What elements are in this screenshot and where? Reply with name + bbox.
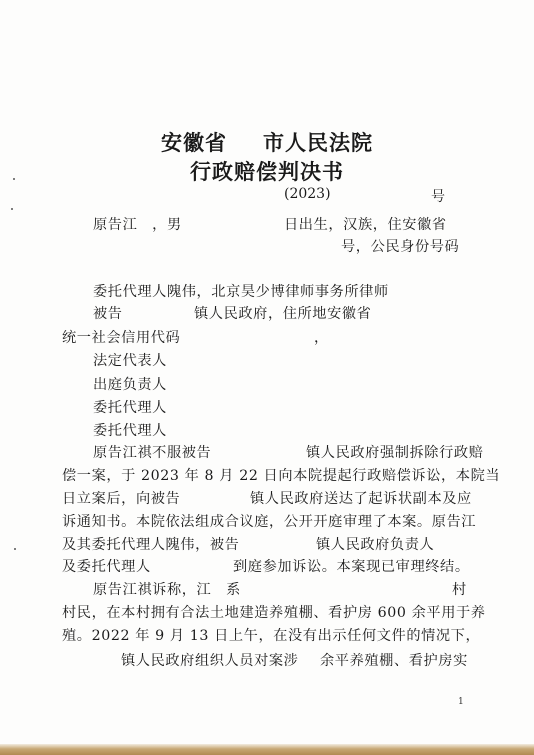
body-line: 村民，在本村拥有合法土地建造养殖棚、看护房 600 余平用于养 [62,605,486,621]
title-court: 市人民法院 [263,130,373,155]
body-line: 镇人民政府组织人员对案涉 [121,653,299,669]
scan-speck [14,548,16,550]
body-line: 原告江祺不服被告 [93,445,212,461]
body-line: 村 [452,582,467,598]
body-line: 到庭参加诉讼。本案现已审理终结。 [233,559,470,575]
body-line: 镇人民政府负责人 [316,537,435,553]
body-line: ， [314,330,329,346]
body-line: 及其委托代理人隗伟，被告 [62,537,240,553]
body-line: 偿一案，于 2023 年 8 月 22 日向本院提起行政赔偿诉讼，本院当 [62,468,501,484]
page-bottom-edge [0,744,534,755]
scan-speck [13,178,15,180]
body-line: 日立案后，向被告 [62,491,181,507]
body-line: 殖。2022 年 9 月 13 日上午，在没有出示任何文件的情况下， [62,628,481,644]
body-line: 委托代理人 [93,400,167,416]
body-line: 日出生，汉族，住安徽省 [284,217,447,233]
body-line: 诉通知书。本院依法组成合议庭，公开开庭审理了本案。原告江 [62,514,477,530]
body-line: 余平养殖棚、看护房实 [320,653,468,669]
body-line: 镇人民政府强制拆除行政赔 [306,445,484,461]
body-line: 镇人民政府送达了起诉状副本及应 [250,491,472,507]
body-line: 原告江祺诉称，江 系 [93,582,241,598]
body-line: 法定代表人 [93,353,167,369]
scan-speck [11,208,13,210]
body-line: 原告江 ，男 [93,217,182,233]
body-line: 被告 [93,306,123,322]
case-number-suffix: 号 [431,189,445,205]
document-title-line1 [0,127,534,157]
page-number: 1 [458,697,464,707]
body-line: 镇人民政府，住所地安徽省 [194,306,372,322]
body-line: 委托代理人 [93,423,167,439]
body-line: 委托代理人隗伟，北京昊少博律师事务所律师 [93,284,389,300]
body-line: 统一社会信用代码 [62,330,181,346]
body-line: 号，公民身份号码 [341,239,460,255]
case-number-year: (2023) [284,186,331,202]
body-line: 出庭负责人 [93,377,167,393]
body-line: 及委托代理人 [62,559,151,575]
title-province: 安徽省 [161,130,227,155]
document-title-line2: 行政赔偿判决书 [190,159,344,184]
